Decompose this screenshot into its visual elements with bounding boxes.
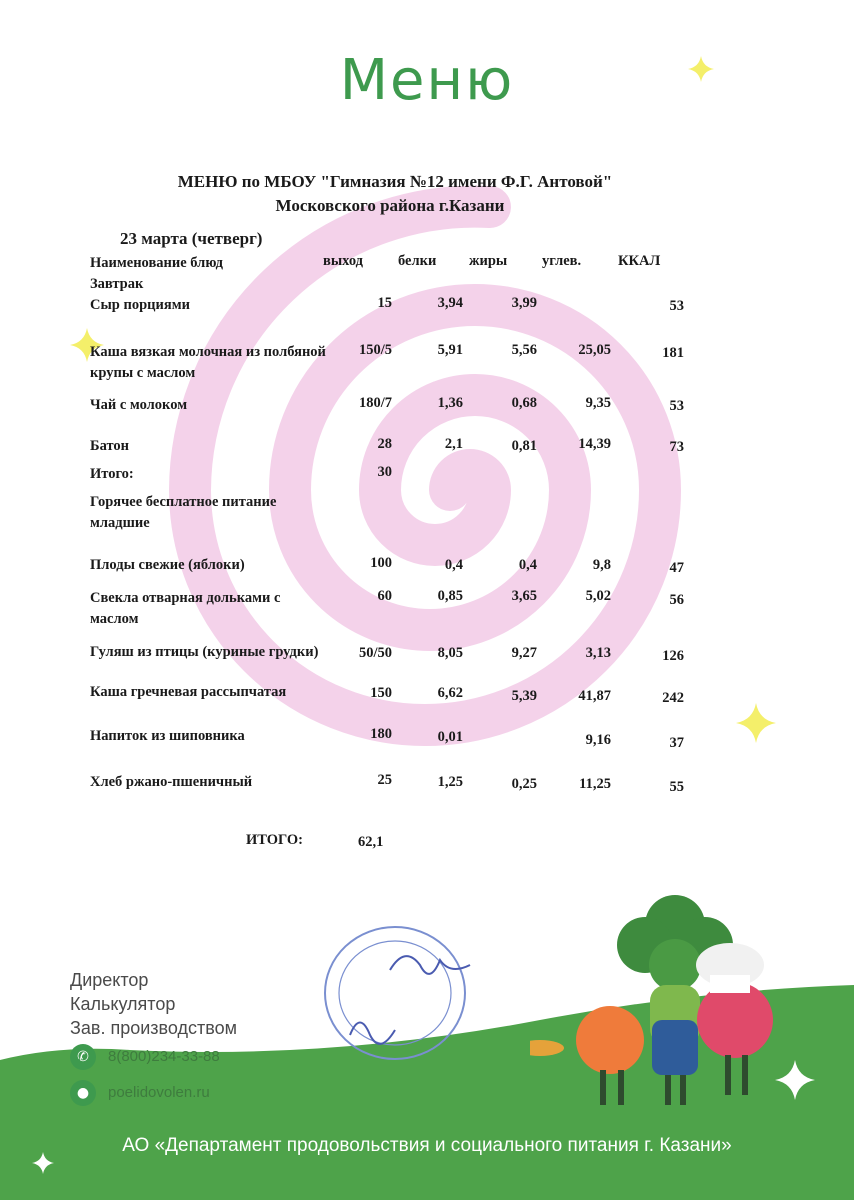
table-cell-carbs: 5,02 bbox=[585, 588, 611, 604]
department-name: АО «Департамент продовольствия и социального питания г. Казани» bbox=[122, 1135, 732, 1156]
table-cell-carbs: 9,8 bbox=[592, 557, 611, 573]
table-cell-fat: 0,4 bbox=[518, 557, 537, 573]
menu-date: 23 марта (четверг) bbox=[120, 229, 263, 248]
section-label-hot-meals: Горячее бесплатное питание младшие bbox=[90, 494, 277, 531]
table-cell-protein: 3,94 bbox=[437, 295, 463, 311]
table-cell-kcal: 56 bbox=[669, 592, 684, 608]
subtotal-label: Итого: bbox=[90, 466, 134, 482]
table-cell-carbs: 25,05 bbox=[578, 342, 611, 358]
table-cell-protein: 0,01 bbox=[437, 729, 463, 745]
table-cell-out: 15 bbox=[377, 295, 392, 311]
column-header-kcal: ККАЛ bbox=[618, 253, 661, 269]
table-cell-carbs: 3,13 bbox=[585, 645, 611, 661]
table-cell-carbs: 9,35 bbox=[585, 395, 611, 411]
table-cell-fat: 5,39 bbox=[511, 688, 537, 704]
table-cell-out: 25 bbox=[377, 772, 392, 788]
table-row-name: Каша гречневая рассыпчатая bbox=[90, 684, 287, 700]
table-cell-protein: 6,62 bbox=[437, 685, 463, 701]
table-row-name: Батон bbox=[90, 438, 129, 454]
column-header-protein: белки bbox=[398, 253, 437, 269]
table-cell-protein: 0,85 bbox=[437, 588, 463, 604]
table-cell-kcal: 73 bbox=[669, 439, 684, 455]
sparkle-icon bbox=[775, 1060, 815, 1100]
table-cell-out: 50/50 bbox=[358, 645, 392, 661]
table-row-name: Напиток из шиповника bbox=[90, 728, 245, 744]
table-cell-kcal: 55 bbox=[669, 779, 684, 795]
table-cell-kcal: 47 bbox=[669, 560, 684, 576]
total-value: 62,1 bbox=[358, 834, 384, 850]
phone-number: 8(800)234-33-88 bbox=[108, 1048, 220, 1065]
table-row-name: Чай с молоком bbox=[90, 397, 188, 413]
page-title: Меню bbox=[339, 48, 515, 113]
table-row-name: Свекла отварная дольками с маслом bbox=[90, 590, 281, 627]
table-cell-fat: 0,25 bbox=[511, 776, 537, 792]
table-cell-fat: 0,68 bbox=[511, 395, 537, 411]
globe-icon: ● bbox=[70, 1080, 96, 1106]
total-label: ИТОГО: bbox=[246, 832, 304, 848]
calculator-label: Калькулятор bbox=[70, 994, 176, 1014]
phone-icon: ✆ bbox=[70, 1044, 96, 1070]
table-cell-kcal: 53 bbox=[669, 398, 684, 414]
table-row-name: Гуляш из птицы (куриные грудки) bbox=[90, 644, 319, 660]
sparkle-icon bbox=[736, 703, 776, 743]
table-cell-out: 150/5 bbox=[358, 342, 392, 358]
column-header-carbs: углев. bbox=[542, 253, 582, 269]
table-cell-protein: 8,05 bbox=[437, 645, 463, 661]
table-row-name: Хлеб ржано-пшеничный bbox=[90, 774, 253, 790]
section-label-breakfast: Завтрак bbox=[90, 276, 144, 292]
table-cell-kcal: 242 bbox=[662, 690, 684, 706]
column-header-out: выход bbox=[323, 253, 364, 269]
table-cell-protein: 1,25 bbox=[437, 774, 463, 790]
table-cell-fat: 9,27 bbox=[511, 645, 537, 661]
table-cell-kcal: 37 bbox=[669, 735, 684, 751]
table-cell-protein: 1,36 bbox=[437, 395, 463, 411]
table-cell-fat: 5,56 bbox=[511, 342, 537, 358]
director-label: Директор bbox=[70, 970, 149, 990]
table-cell-protein: 5,91 bbox=[437, 342, 463, 358]
table-row-name: Сыр порциями bbox=[90, 297, 190, 313]
column-header-name: Наименование блюд bbox=[90, 255, 223, 271]
table-cell-fat: 3,65 bbox=[511, 588, 537, 604]
header-line-2: Московского района г.Казани bbox=[275, 196, 505, 215]
website-link: poelidovolen.ru bbox=[108, 1084, 210, 1101]
table-cell-out: 150 bbox=[370, 685, 392, 701]
table-cell-fat: 3,99 bbox=[511, 295, 537, 311]
column-header-fat: жиры bbox=[469, 253, 508, 269]
table-cell-out: 100 bbox=[370, 555, 392, 571]
table-cell-carbs: 9,16 bbox=[585, 732, 611, 748]
table-cell-out: 180 bbox=[370, 726, 392, 742]
header-line-1: МЕНЮ по МБОУ "Гимназия №12 имени Ф.Г. Антовой" bbox=[177, 172, 613, 191]
table-row-name: Каша вязкая молочная из полбяной крупы с маслом bbox=[90, 344, 326, 381]
table-cell-carbs: 41,87 bbox=[578, 688, 611, 704]
table-cell-kcal: 181 bbox=[662, 345, 684, 361]
table-cell-out: 180/7 bbox=[358, 395, 392, 411]
table-cell-protein: 0,4 bbox=[444, 557, 463, 573]
footer-band bbox=[0, 1115, 854, 1200]
official-stamp bbox=[310, 915, 500, 1065]
table-cell-protein: 2,1 bbox=[444, 436, 463, 452]
table-row-name: Плоды свежие (яблоки) bbox=[90, 557, 245, 573]
table-cell-carbs: 11,25 bbox=[579, 776, 611, 792]
subtotal-value: 30 bbox=[377, 464, 392, 480]
manager-label: Зав. производством bbox=[70, 1018, 237, 1038]
table-cell-kcal: 53 bbox=[669, 298, 684, 314]
table-cell-out: 28 bbox=[377, 436, 392, 452]
table-cell-fat: 0,81 bbox=[511, 438, 537, 454]
table-cell-carbs: 14,39 bbox=[578, 436, 611, 452]
table-cell-out: 60 bbox=[377, 588, 392, 604]
table-cell-kcal: 126 bbox=[662, 648, 684, 664]
